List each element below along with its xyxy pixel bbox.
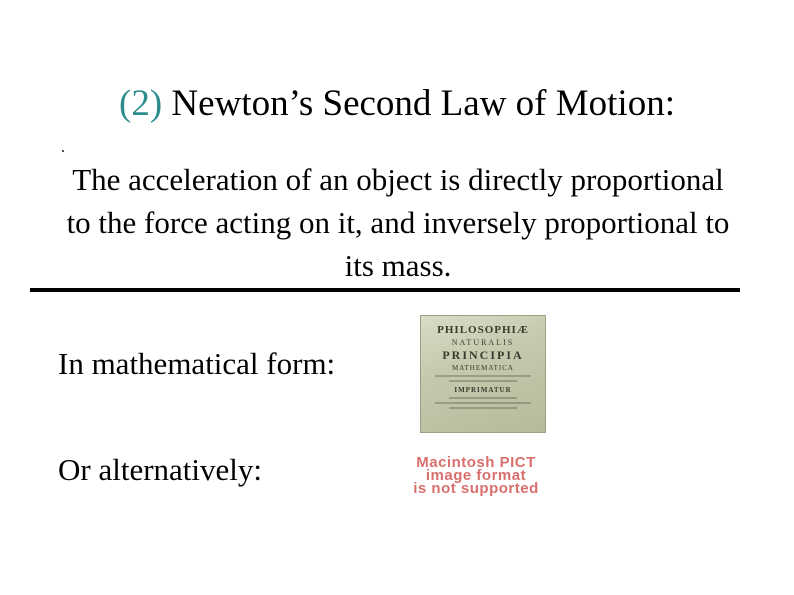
title-text: Newton’s Second Law of Motion: bbox=[162, 83, 675, 124]
pict-line-3: is not supported bbox=[413, 480, 539, 497]
book-text-line bbox=[449, 397, 517, 399]
title-number: (2) bbox=[119, 83, 163, 124]
pict-line-2: image format bbox=[425, 467, 527, 484]
book-line-1: PHILOSOPHIÆ bbox=[437, 324, 529, 336]
math-form-label: In mathematical form: bbox=[58, 346, 336, 381]
book-line-3: PRINCIPIA bbox=[442, 348, 524, 362]
slide-title bbox=[0, 82, 794, 125]
book-text-line bbox=[449, 380, 517, 382]
horizontal-rule bbox=[30, 288, 740, 292]
book-line-2: NATURALIS bbox=[451, 338, 515, 347]
pict-placeholder-image bbox=[360, 456, 592, 495]
pict-line-1: Macintosh PICT bbox=[416, 454, 536, 471]
principia-title-page-image bbox=[420, 315, 546, 433]
alternative-label: Or alternatively: bbox=[58, 452, 262, 487]
book-line-4: MATHEMATICA bbox=[452, 364, 514, 372]
book-line-5: IMPRIMATUR bbox=[454, 386, 512, 394]
book-text-line bbox=[435, 375, 531, 377]
principia-title-page bbox=[425, 320, 541, 428]
book-text-line bbox=[449, 407, 517, 409]
law-statement: The acceleration of an object is directly proportional to the force acting on it, and inversely proportional to its mass. bbox=[66, 162, 730, 283]
book-text-line bbox=[435, 402, 531, 404]
stray-dot bbox=[62, 150, 64, 152]
